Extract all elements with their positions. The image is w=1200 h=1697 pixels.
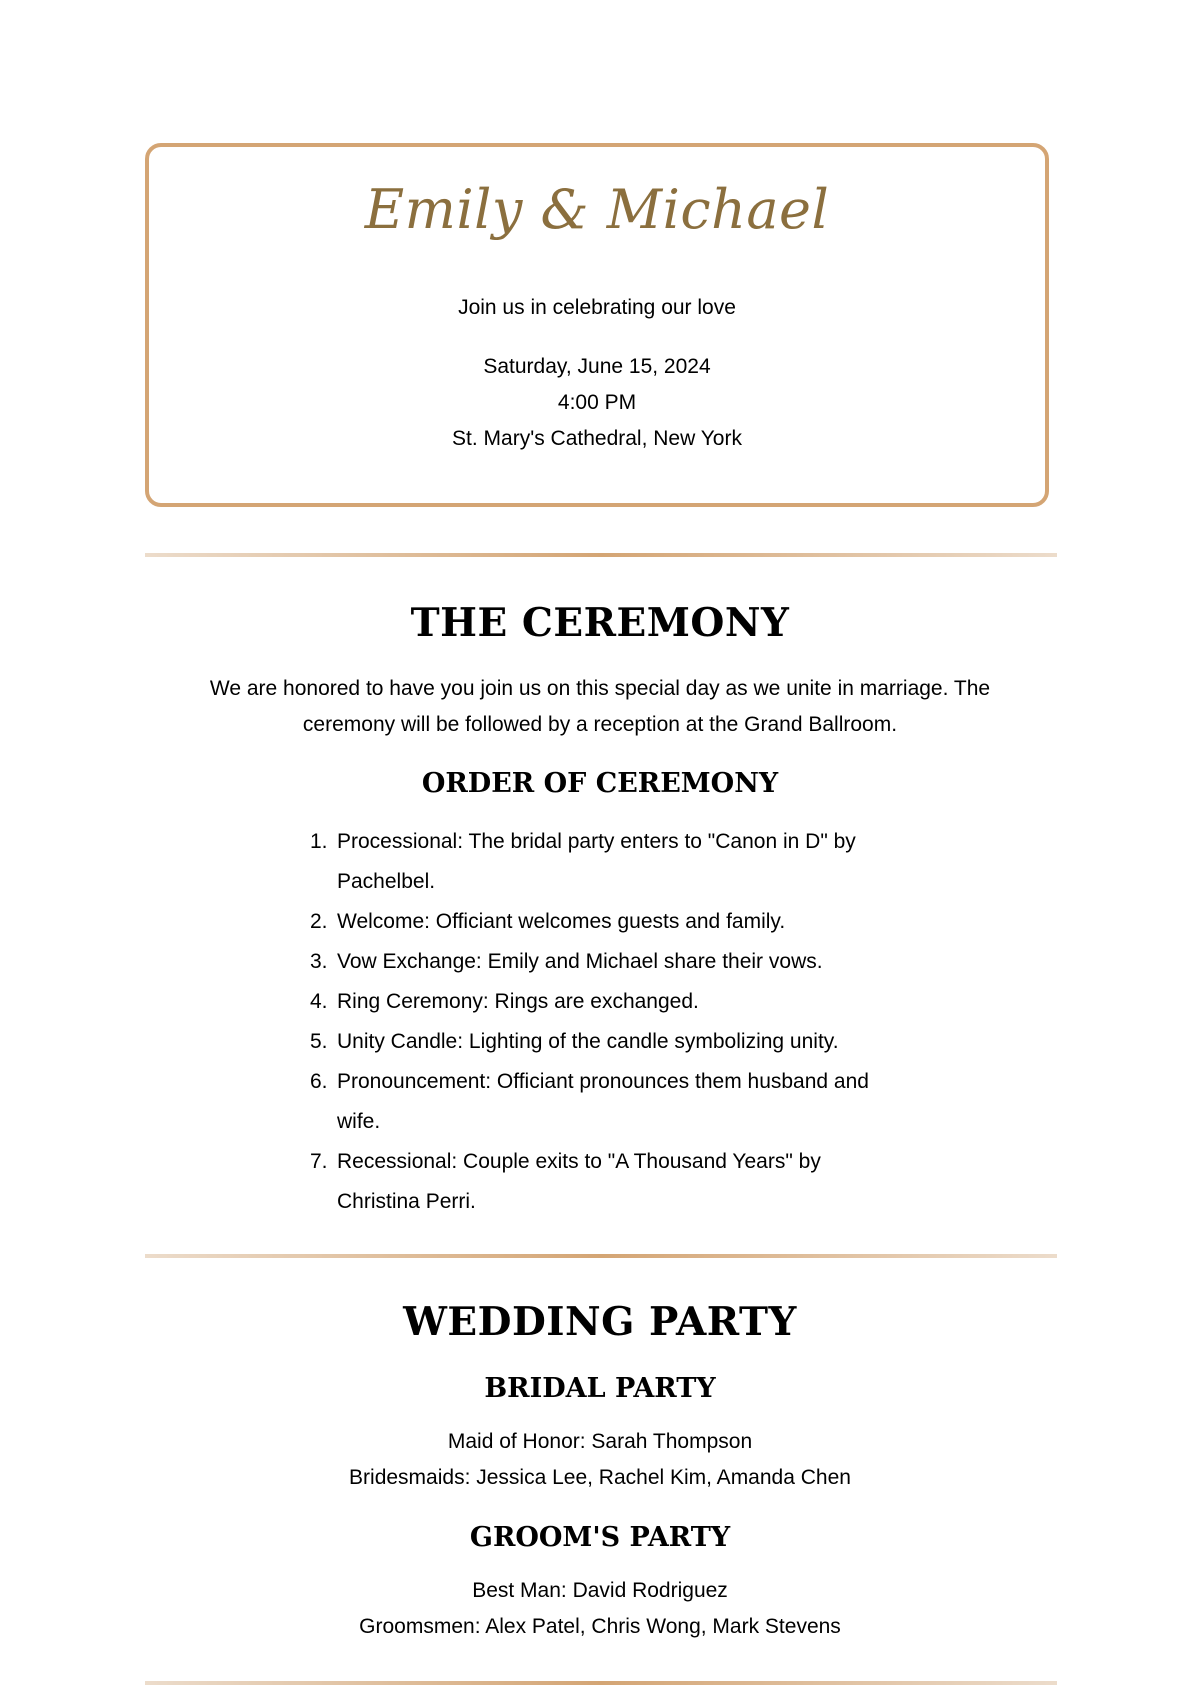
ceremony-intro: We are honored to have you join us on this special day as we unite in marriage. The ceremony will be followed by a reception at the Grand Ballroom. <box>209 677 991 736</box>
list-item-text: Recessional: Couple exits to "A Thousand Years" by Christina Perri. <box>337 1150 821 1213</box>
event-date: Saturday, June 15, 2024 <box>483 355 711 378</box>
list-item <box>310 822 900 902</box>
event-location: St. Mary's Cathedral, New York <box>452 427 742 450</box>
list-item-text: Processional: The bridal party enters to "Canon in D" by Pachelbel. <box>337 830 856 893</box>
list-item-number: 4. <box>310 990 328 1013</box>
bridal-party-title: BRIDAL PARTY <box>484 1373 716 1404</box>
event-time: 4:00 PM <box>557 391 637 414</box>
best-man: Best Man: David Rodriguez <box>472 1579 728 1602</box>
list-item <box>310 902 900 942</box>
list-item <box>310 1062 900 1142</box>
section-divider <box>145 553 1057 557</box>
list-item <box>310 1142 900 1222</box>
order-of-ceremony-list <box>310 822 900 1222</box>
grooms-party-title: GROOM'S PARTY <box>469 1522 731 1553</box>
list-item <box>310 942 900 982</box>
order-of-ceremony-title: ORDER OF CEREMONY <box>421 768 779 799</box>
list-item-number: 7. <box>310 1150 328 1173</box>
list-item-number: 3. <box>310 950 328 973</box>
invitation-tagline: Join us in celebrating our love <box>458 296 736 319</box>
list-item-number: 6. <box>310 1070 328 1093</box>
list-item-number: 2. <box>310 910 328 933</box>
ceremony-title: THE CEREMONY <box>410 600 790 646</box>
list-item <box>310 982 900 1022</box>
maid-of-honor: Maid of Honor: Sarah Thompson <box>447 1430 753 1453</box>
list-item-number: 1. <box>310 830 328 853</box>
list-item-number: 5. <box>310 1030 328 1053</box>
list-item-text: Vow Exchange: Emily and Michael share their vows. <box>337 950 823 973</box>
list-item-text: Welcome: Officiant welcomes guests and family. <box>337 910 786 933</box>
groomsmen: Groomsmen: Alex Patel, Chris Wong, Mark Stevens <box>359 1615 841 1638</box>
wedding-party-title: WEDDING PARTY <box>403 1299 797 1345</box>
couple-names: Emily & Michael <box>364 178 830 241</box>
list-item-text: Pronouncement: Officiant pronounces them husband and wife. <box>337 1070 869 1133</box>
section-divider <box>145 1254 1057 1258</box>
list-item <box>310 1022 900 1062</box>
section-divider <box>145 1681 1057 1685</box>
invitation-card <box>145 143 1049 507</box>
list-item-text: Ring Ceremony: Rings are exchanged. <box>337 990 699 1013</box>
bridesmaids: Bridesmaids: Jessica Lee, Rachel Kim, Amanda Chen <box>349 1466 851 1489</box>
list-item-text: Unity Candle: Lighting of the candle symbolizing unity. <box>337 1030 839 1053</box>
